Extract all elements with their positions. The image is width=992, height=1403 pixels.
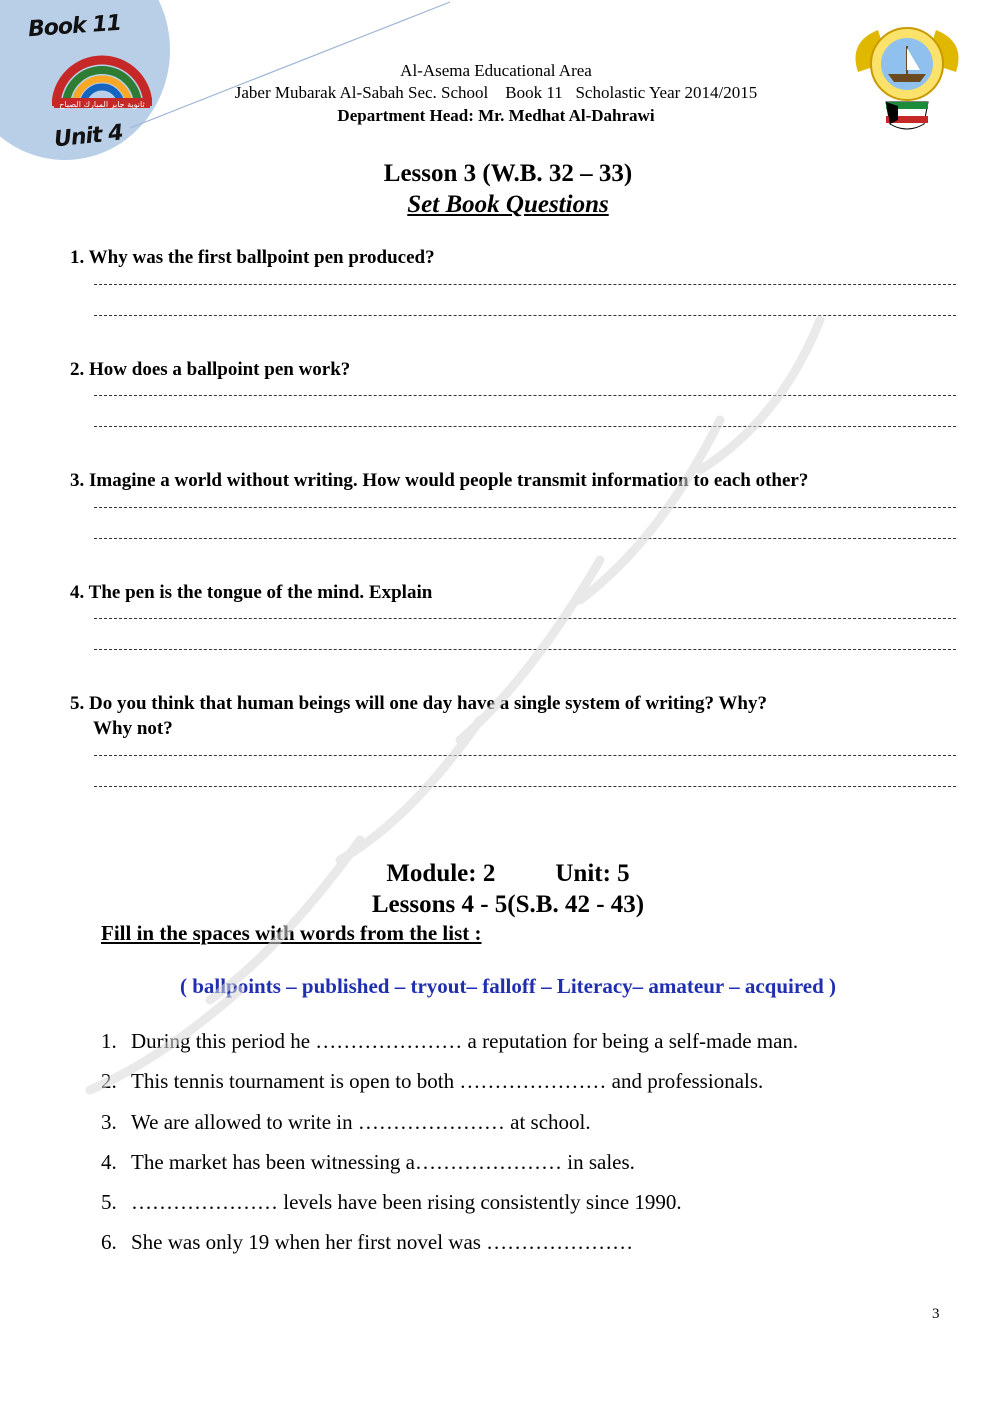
question-4: 4. The pen is the tongue of the mind. Explain bbox=[70, 582, 433, 603]
unit-label-heading: Unit: 5 bbox=[555, 860, 630, 887]
module-unit-heading bbox=[0, 860, 992, 888]
header-area: Al-Asema Educational Area bbox=[400, 61, 592, 80]
page-number: 3 bbox=[932, 1306, 940, 1322]
item-text: We are allowed to write in ………………… at school. bbox=[131, 1110, 591, 1134]
question-1: 1. Why was the first ballpoint pen produced? bbox=[70, 247, 435, 268]
book-label: Book 11 bbox=[27, 10, 122, 43]
item-number: 2. bbox=[101, 1069, 117, 1093]
item-text: ………………… levels have been rising consistently since 1990. bbox=[131, 1190, 682, 1214]
item-text: She was only 19 when her first novel was ………………… bbox=[131, 1230, 634, 1254]
answer-line[interactable] bbox=[94, 786, 956, 787]
answer-line[interactable] bbox=[94, 618, 956, 619]
module-label: Module: 2 bbox=[386, 860, 496, 887]
word-list: ( ballpoints – published – tryout– falloff – Literacy– amateur – acquired ) bbox=[179, 974, 837, 998]
question-5-continuation: Why not? bbox=[93, 718, 173, 739]
item-number: 3. bbox=[101, 1110, 117, 1134]
item-text: The market has been witnessing a………………… in sales. bbox=[131, 1150, 635, 1174]
list-item bbox=[101, 1028, 798, 1054]
header-department-head: Department Head: Mr. Medhat Al-Dahrawi bbox=[337, 106, 655, 125]
answer-line[interactable] bbox=[94, 649, 956, 650]
item-number: 5. bbox=[101, 1190, 117, 1214]
answer-line[interactable] bbox=[94, 426, 956, 427]
question-2: 2. How does a ballpoint pen work? bbox=[70, 359, 351, 380]
answer-line[interactable] bbox=[94, 395, 956, 396]
fill-in-instruction: Fill in the spaces with words from the list : bbox=[101, 921, 482, 945]
school-logo-caption: ثانوية جابر المبارك الصباح bbox=[59, 100, 145, 109]
answer-line[interactable] bbox=[94, 315, 956, 316]
header-school: Jaber Mubarak Al-Sabah Sec. School Book 11 Scholastic Year 2014/2015 bbox=[234, 83, 758, 102]
unit-label: Unit 4 bbox=[52, 120, 124, 153]
list-item bbox=[101, 1149, 635, 1175]
answer-line[interactable] bbox=[94, 538, 956, 539]
answer-line[interactable] bbox=[94, 284, 956, 285]
answer-line[interactable] bbox=[94, 507, 956, 508]
list-item bbox=[101, 1109, 591, 1135]
list-item bbox=[101, 1189, 682, 1215]
item-text: This tennis tournament is open to both ………………… and professionals. bbox=[131, 1069, 764, 1093]
item-number: 4. bbox=[101, 1150, 117, 1174]
question-3: 3. Imagine a world without writing. How would people transmit information to each other? bbox=[70, 470, 809, 491]
item-number: 1. bbox=[101, 1029, 117, 1053]
question-5: 5. Do you think that human beings will one day have a single system of writing? Why? bbox=[70, 693, 767, 714]
list-item bbox=[101, 1229, 633, 1255]
lesson-subtitle: Set Book Questions bbox=[407, 191, 609, 218]
answer-line[interactable] bbox=[94, 755, 956, 756]
item-number: 6. bbox=[101, 1230, 117, 1254]
lesson-title: Lesson 3 (W.B. 32 – 33) bbox=[383, 160, 633, 187]
lessons-heading: Lessons 4 - 5(S.B. 42 - 43) bbox=[371, 891, 645, 918]
item-text: During this period he ………………… a reputation for being a self-made man. bbox=[131, 1029, 799, 1053]
list-item bbox=[101, 1068, 763, 1094]
